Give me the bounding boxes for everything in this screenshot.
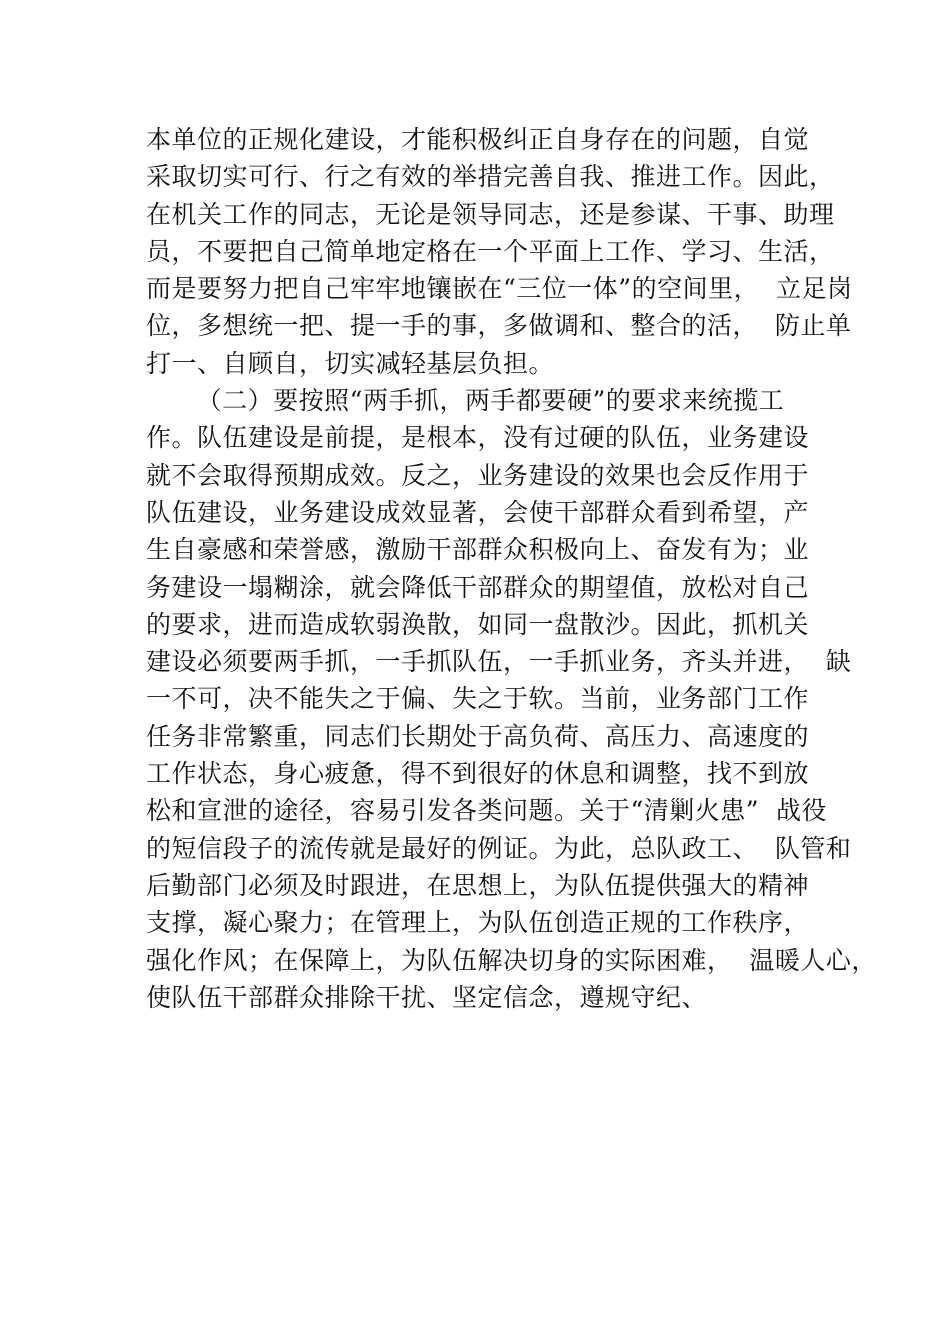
text-line: 的要求，进而造成软弱涣散，如同一盘散沙。因此，抓机关 bbox=[146, 609, 810, 639]
text-line: 本单位的正规化建设，才能积极纠正自身存在的问题，自觉 bbox=[146, 125, 810, 154]
text-line: 工作状态，身心疲惫，得不到很好的休息和调整，找不到放 bbox=[146, 759, 810, 789]
section-heading-line: （二）要按照“两手抓，两手都要硬”的要求来统揽工 bbox=[146, 386, 785, 416]
text-line: 松和宣泄的途径，容易引发各类问题。关于“清剿火患” 战役 bbox=[146, 796, 827, 826]
text-line: 任务非常繁重，同志们长期处于高负荷、高压力、高速度的 bbox=[146, 721, 810, 751]
text-line: 员，不要把自己简单地定格在一个平面上工作、学习、生活， bbox=[146, 236, 835, 266]
text-line: 打一、自顾自，切实减轻基层负担。 bbox=[146, 348, 555, 378]
text-line: 就不会取得预期成效。反之，业务建设的效果也会反作用于 bbox=[146, 460, 810, 490]
body-text bbox=[146, 121, 877, 1016]
text-line: 生自豪感和荣誉感，激励干部群众积极向上、奋发有为；业 bbox=[146, 535, 810, 565]
text-line: 作。队伍建设是前提，是根本，没有过硬的队伍，业务建设 bbox=[146, 423, 810, 453]
text-line: 而是要努力把自己牢牢地镶嵌在“三位一体”的空间里， 立足岗 bbox=[146, 274, 853, 304]
text-line: 位，多想统一把、提一手的事，多做调和、整合的活， 防止单 bbox=[146, 311, 852, 341]
text-line: 在机关工作的同志，无论是领导同志，还是参谋、干事、助理 bbox=[146, 199, 835, 229]
text-line: 使队伍干部群众排除干扰、坚定信念，遵规守纪、 bbox=[146, 982, 708, 1012]
text-line: 后勤部门必须及时跟进，在思想上，为队伍提供强大的精神 bbox=[146, 870, 810, 900]
text-line: 支撑，凝心聚力；在管理上，为队伍创造正规的工作秩序， bbox=[146, 908, 810, 938]
text-line: 一不可，决不能失之于偏、失之于软。当前，业务部门工作 bbox=[146, 684, 810, 714]
text-line: 务建设一塌糊涂，就会降低干部群众的期望值，放松对自己 bbox=[146, 572, 810, 602]
text-line: 队伍建设，业务建设成效显著，会使干部群众看到希望，产 bbox=[146, 497, 810, 527]
text-line: 强化作风；在保障上，为队伍解决切身的实际困难， 温暖人心， bbox=[146, 945, 877, 975]
text-line: 采取切实可行、行之有效的举措完善自我、推进工作。因此， bbox=[146, 162, 835, 192]
text-line: 建设必须要两手抓，一手抓队伍，一手抓业务，齐头并进， 缺 bbox=[146, 647, 852, 677]
text-line: 的短信段子的流传就是最好的例证。为此，总队政工、 队管和 bbox=[146, 833, 852, 863]
